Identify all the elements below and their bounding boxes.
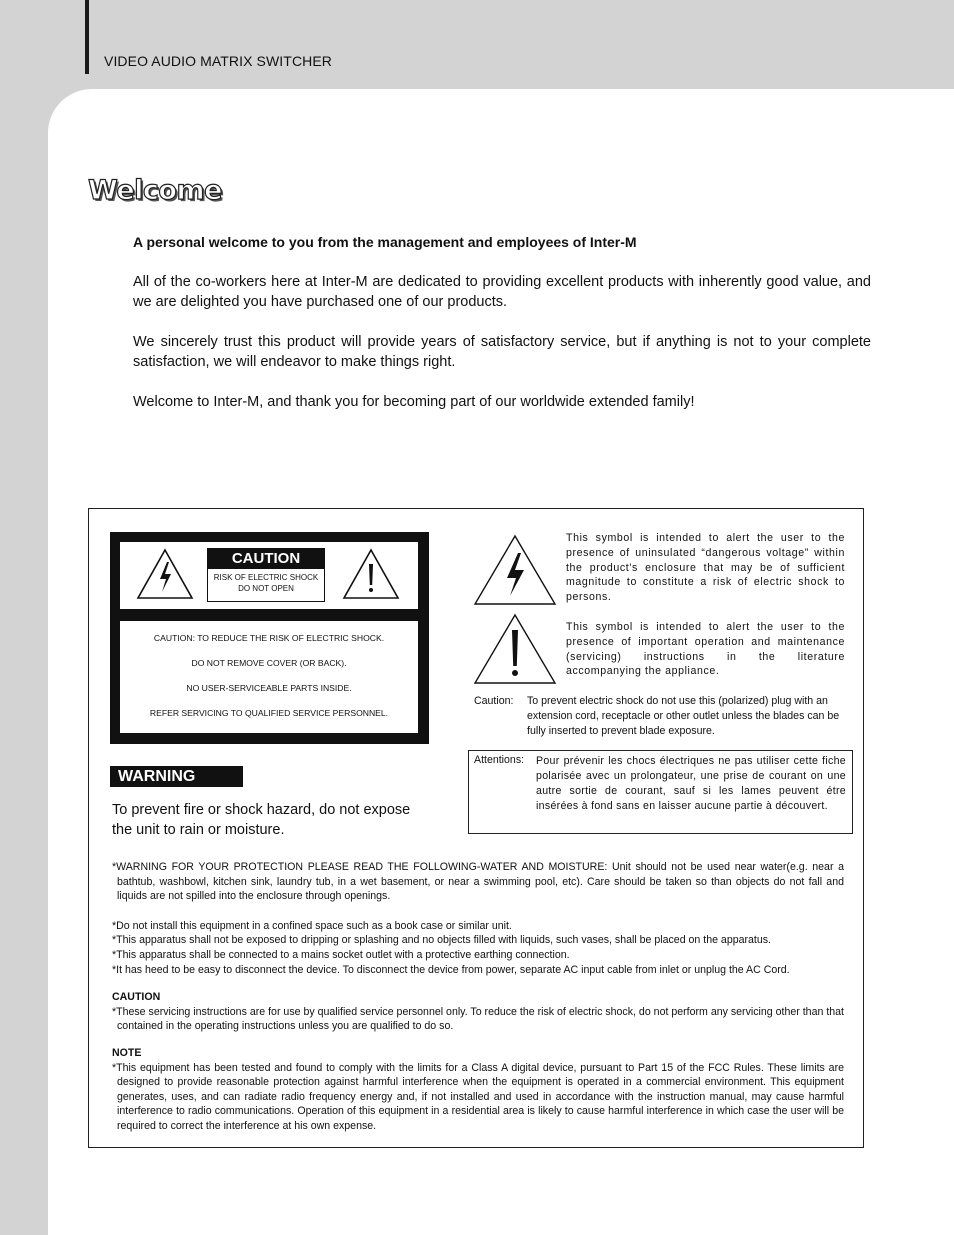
plug-caution-text: To prevent electric shock do not use this (polarized) plug with an extension cord, receptacle or other outlet unless the blades can be fully inserted to prevent blade exposure. [527,695,840,737]
voltage-symbol-text: This symbol is intended to alert the user to the presence of uninsulated “dangerous voltage” within the product’s enclosure that may be of sufficient magnitude to constitute a risk of electric shock to persons. [566,532,845,604]
water-warning: *WARNING FOR YOUR PROTECTION PLEASE READ THE FOLLOWING-WATER AND MOISTURE: Unit should not be used near water(e.g. near a bathtub, washbowl, kitchen sink, laundry tub, in a wet basement, or near a swimming pool, etc). Care should be taken so than objects do not fall and liquids are not spilled into the enclosure through openings. [112,861,844,903]
caution-line: REFER SERVICING TO QUALIFIED SERVICE PERSONNEL. [149,708,389,718]
attentions-box [468,750,853,834]
caution-panel-bottom [120,621,418,733]
welcome-intro [133,232,871,432]
welcome-paragraph: All of the co-workers here at Inter-M are dedicated to providing excellent products with inherently good value, and we are delighted you have purchased one of our products. [133,274,871,310]
note-heading: NOTE [112,1046,142,1059]
caution-line: CAUTION: TO REDUCE THE RISK OF ELECTRIC SHOCK. [153,633,385,643]
lightning-triangle-icon [136,548,194,600]
lightning-triangle-icon [472,533,558,607]
caution-note: *These servicing instructions are for use by qualified service personnel only. To reduce the risk of electric shock, do not perform any servicing other than that contained in the operating instructions unless you are qualified to do so. [112,1005,844,1033]
warning-text: To prevent fire or shock hazard, do not expose the unit to rain or moisture. [112,802,411,838]
header-accent-bar [85,0,89,74]
caution-panel [110,532,429,744]
caution-line: NO USER-SERVICEABLE PARTS INSIDE. [186,683,352,693]
header-title: VIDEO AUDIO MATRIX SWITCHER [104,53,333,69]
caution-heading: CAUTION [112,991,161,1004]
welcome-paragraph: We sincerely trust this product will provide years of satisfactory service, but if anything is not to your complete satisfaction, we will endeavor to make things right. [133,334,871,370]
plug-caution [474,694,846,739]
caution-line: DO NOT REMOVE COVER (OR BACK). [191,658,347,668]
attentions-label: Attentions: [474,754,525,766]
fcc-note: *This equipment has been tested and found to comply with the limits for a Class A digital device, pursuant to Part 15 of the FCC Rules. These limits are designed to provide reasonable protection against harmful interference when the equipment is operated in a commercial environment. This equipment generates, uses, and can radiate radio frequency energy and, if not installed and used in accordance with the instruction manual, may cause harmful interference to radio communications. Operation of this equipment in a residential area is likely to cause harmful interference in which case the user will be required to correct the interference at his own expense. [112,1061,844,1132]
welcome-paragraph: Welcome to Inter-M, and thank you for becoming part of our worldwide extended family! [133,394,695,410]
safety-notes [112,860,844,1134]
safety-note-item: *Do not install this equipment in a confined space such as a book case or similar unit. [112,919,512,932]
caution-label-box [207,548,325,602]
plug-caution-label: Caution: [474,695,514,707]
safety-note-item: *This apparatus shall not be exposed to dripping or splashing and no objects filled with liquids, such vases, shall be placed on the apparatus. [112,934,771,947]
exclamation-triangle-icon [342,548,400,600]
caution-label: CAUTION [208,549,324,569]
safety-note-item: *This apparatus shall be connected to a mains socket outlet with a protective earthing connection. [112,948,570,961]
attentions-text: Pour prévenir les chocs électriques ne pas utiliser cette fiche polarisée avec un prolongateur, une prise de courant on une autre sortie de courant, sauf si les lames peuvent étre insérées à fond sans en laisser aucune partie à découvert. [536,755,846,812]
instruction-symbol-text: This symbol is intended to alert the user to the presence of important operation and maintenance (servicing) instructions in the literature accompanying the appliance. [566,621,845,678]
caution-sub-line: DO NOT OPEN [238,584,294,593]
caution-panel-top [120,542,418,609]
welcome-lead: A personal welcome to you from the management and employees of Inter-M [133,234,637,250]
exclamation-triangle-icon [472,612,558,686]
welcome-title: Welcome [88,175,222,206]
safety-note-item: *It has heed to be easy to disconnect the device. To disconnect the device from power, separate AC input cable from inlet or unplug the AC Cord. [112,963,790,976]
warning-label: WARNING [110,766,243,787]
caution-sub-line: RISK OF ELECTRIC SHOCK [213,573,319,582]
